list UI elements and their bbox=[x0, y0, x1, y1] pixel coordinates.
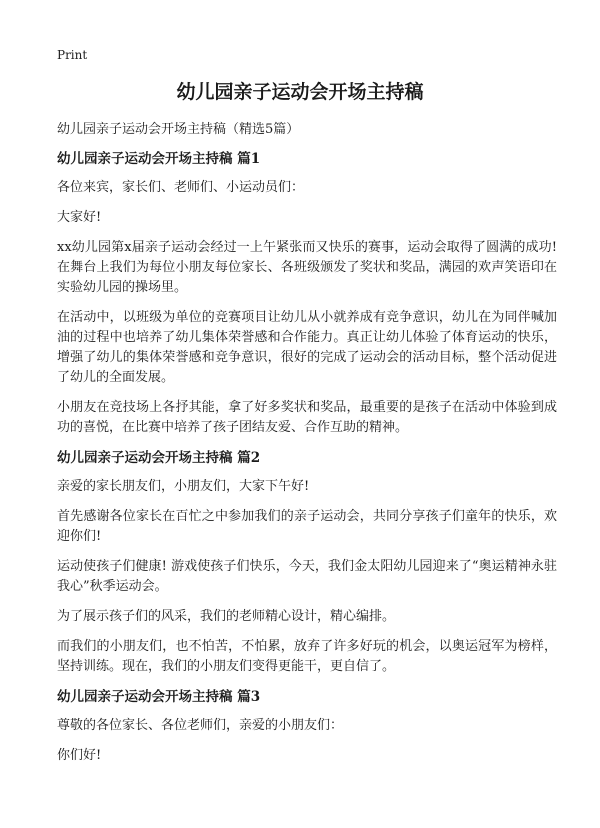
paragraph: 为了展示孩子们的风采，我们的老师精心设计，精心编排。 bbox=[57, 609, 396, 624]
paragraph: 大家好! bbox=[57, 210, 102, 225]
section-heading: 幼儿园亲子运动会开场主持稿 篇2 bbox=[57, 450, 261, 466]
document-title: 幼儿园亲子运动会开场主持稿 bbox=[176, 81, 424, 103]
paragraph: 首先感谢各位家长在百忙之中参加我们的亲子运动会，共同分享孩子们童年的快乐，欢迎你们! bbox=[57, 509, 557, 544]
paragraph: 你们好! bbox=[57, 748, 102, 763]
section-heading: 幼儿园亲子运动会开场主持稿 篇3 bbox=[57, 689, 261, 705]
paragraph: 小朋友在竞技场上各抒其能，拿了好多奖状和奖品，最重要的是孩子在活动中体验到成功的喜悦，在比赛中培养了孩子团结友爱、合作互助的精神。 bbox=[57, 400, 557, 435]
section-2 bbox=[57, 448, 557, 677]
paragraph: 而我们的小朋友们，也不怕苦，不怕累，放弃了许多好玩的机会，以奥运冠军为榜样，坚持训练。现在，我们的小朋友们变得更能干，更自信了。 bbox=[57, 639, 557, 674]
paragraph: 运动使孩子们健康! 游戏使孩子们快乐，今天，我们金太阳幼儿园迎来了“奥运精神永驻我心”秋季运动会。 bbox=[57, 559, 557, 594]
paragraph: 各位来宾，家长们、老师们、小运动员们： bbox=[57, 180, 305, 195]
paragraph: xx幼儿园第x届亲子运动会经过一上午紧张而又快乐的赛事，运动会取得了圆满的成功!在舞台上我们为每位小朋友每位家长、各班级颁发了奖状和奖品，满园的欢声笑语印在实验幼儿园的操场里。 bbox=[57, 240, 557, 295]
document-subtitle: 幼儿园亲子运动会开场主持稿（精选5篇） bbox=[57, 122, 300, 137]
paragraph: 亲爱的家长朋友们，小朋友们，大家下午好! bbox=[57, 479, 310, 494]
section-3 bbox=[57, 687, 557, 766]
print-link[interactable]: Print bbox=[57, 48, 88, 62]
section-heading: 幼儿园亲子运动会开场主持稿 篇1 bbox=[57, 151, 261, 167]
paragraph: 尊敬的各位家长、各位老师们，亲爱的小朋友们： bbox=[57, 718, 344, 733]
document-body bbox=[57, 120, 557, 776]
section-1 bbox=[57, 149, 557, 438]
paragraph: 在活动中，以班级为单位的竞赛项目让幼儿从小就养成有竞争意识，幼儿在为同伴喊加油的过程中也培养了幼儿集体荣誉感和合作能力。真正让幼儿体验了体育运动的快乐，增强了幼儿的集体荣誉感和竞争意识，很好的完成了运动会的活动目标，整个活动促进了幼儿的全面发展。 bbox=[57, 310, 557, 385]
